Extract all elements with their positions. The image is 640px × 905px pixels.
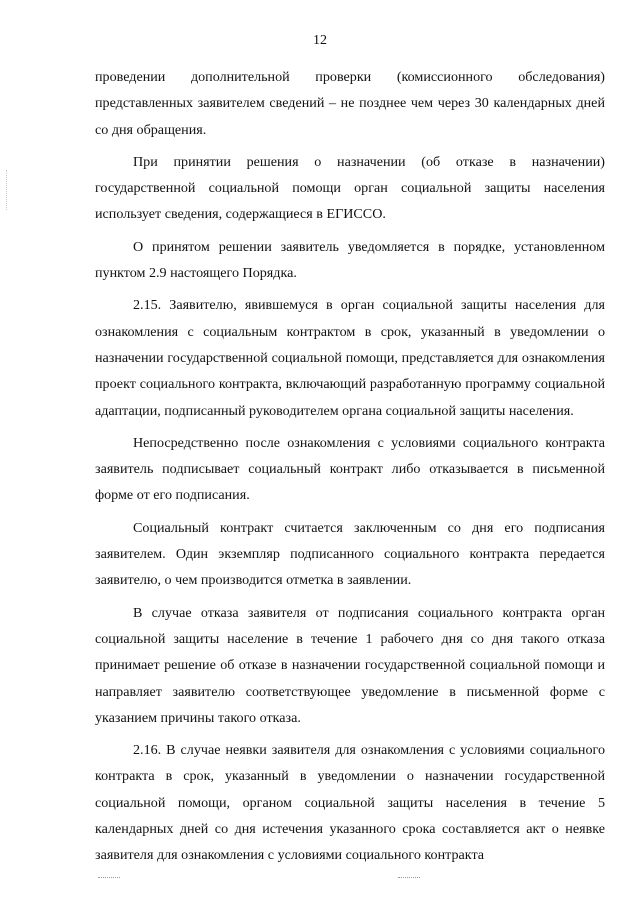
paragraph: Непосредственно после ознакомления с условиями социального контракта заявитель подписывает социальный контракт либо отказывается в письменной форме от его подписания. (95, 434, 605, 504)
page-number: 12 (313, 33, 327, 48)
scan-margin-mark (6, 170, 9, 210)
paragraph: В случае отказа заявителя от подписания социального контракта орган социальной защиты население в течение 1 рабочего дня со дня такого отказа принимает решение об отказе в назначении государственной социальной помощи и направляет заявителю соответствующее уведомление в письменной форме с указанием причины такого отказа. (95, 604, 605, 726)
paragraph-clause-2-16: 2.16. В случае неявки заявителя для ознакомления с условиями социального контракта в срок, указанный в уведомлении о назначении государственной социальной помощи, органом социальной защиты населения в течение 5 календарных дней со дня истечения указанного срока составляется акт о неявке заявителя для ознакомления с условиями социального контракта (95, 742, 605, 864)
paragraph-clause-2-15: 2.15. Заявителю, явившемуся в орган социальной защиты населения для ознакомления с социальным контрактом в срок, указанный в уведомлении о назначении государственной социальной помощи, представляется для ознакомления проект социального контракта, включающий разработанную программу социальной адаптации, подписанный руководителем органа социальной защиты населения. (95, 297, 605, 419)
scan-footer-mark (398, 877, 420, 880)
paragraph: Социальный контракт считается заключенным со дня его подписания заявителем. Один экземпляр подписанного социального контракта передается заявителю, о чем производится отметка в заявлении. (95, 519, 605, 589)
paragraph: При принятии решения о назначении (об отказе в назначении) государственной социальной помощи орган социальной защиты населения использует сведения, содержащиеся в ЕГИССО. (95, 153, 605, 223)
paragraph: О принятом решении заявитель уведомляется в порядке, установленном пунктом 2.9 настоящего Порядка. (95, 238, 605, 282)
paragraph-continued: проведении дополнительной проверки (комиссионного обследования) представленных заявителем сведений – не позднее чем через 30 календарных дней со дня обращения. (95, 69, 605, 138)
document-body (95, 64, 605, 875)
scan-footer-mark (98, 877, 120, 880)
